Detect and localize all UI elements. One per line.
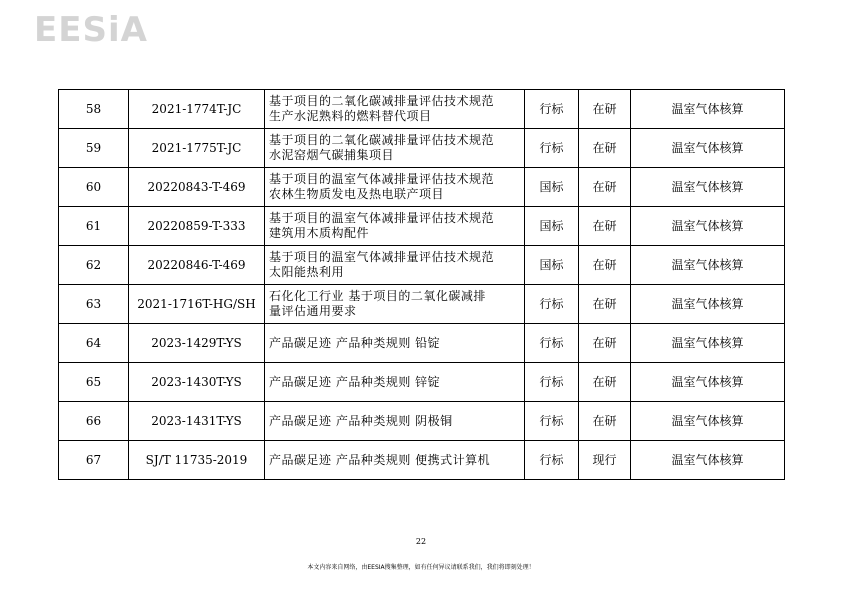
title-line: 石化化工行业 基于项目的二氧化碳减排: [269, 289, 486, 303]
standards-table: [58, 89, 785, 480]
table-row: [59, 363, 785, 402]
table-row: [59, 90, 785, 129]
title-line: 生产水泥熟料的燃料替代项目: [269, 109, 432, 123]
standard-category: 温室气体核算: [631, 207, 785, 246]
standard-title: [265, 168, 525, 207]
title-line: 建筑用木质构配件: [269, 226, 370, 240]
standard-status: 在研: [579, 129, 631, 168]
standard-type: 国标: [525, 168, 579, 207]
standard-code: 20220859-T-333: [129, 207, 265, 246]
standard-status: 在研: [579, 363, 631, 402]
standard-code: 2021-1775T-JC: [129, 129, 265, 168]
standard-category: 温室气体核算: [631, 363, 785, 402]
standard-category: 温室气体核算: [631, 129, 785, 168]
standard-category: 温室气体核算: [631, 285, 785, 324]
title-line: 水泥窑烟气碳捕集项目: [269, 148, 395, 162]
table-row: [59, 246, 785, 285]
table-row: [59, 324, 785, 363]
row-number: 65: [59, 363, 129, 402]
standard-type: 行标: [525, 363, 579, 402]
title-line: 产品碳足迹 产品种类规则 锌锭: [269, 374, 441, 389]
standard-status: 在研: [579, 324, 631, 363]
table-row: [59, 441, 785, 480]
title-line: 农林生物质发电及热电联产项目: [269, 187, 445, 201]
title-line: 产品碳足迹 产品种类规则 铅锭: [269, 335, 441, 350]
standard-title: [265, 402, 525, 441]
table-row: [59, 168, 785, 207]
standard-title: [265, 363, 525, 402]
standard-type: 行标: [525, 285, 579, 324]
row-number: 63: [59, 285, 129, 324]
standard-type: 行标: [525, 441, 579, 480]
title-line: 基于项目的温室气体减排量评估技术规范: [269, 172, 495, 186]
table-row: [59, 402, 785, 441]
row-number: 61: [59, 207, 129, 246]
standard-type: 行标: [525, 129, 579, 168]
standard-code: SJ/T 11735-2019: [129, 441, 265, 480]
title-line: 基于项目的温室气体减排量评估技术规范: [269, 211, 495, 225]
standard-category: 温室气体核算: [631, 90, 785, 129]
standard-category: 温室气体核算: [631, 324, 785, 363]
standard-type: 行标: [525, 324, 579, 363]
standard-type: 行标: [525, 402, 579, 441]
table-row: [59, 207, 785, 246]
row-number: 62: [59, 246, 129, 285]
row-number: 64: [59, 324, 129, 363]
table-row: [59, 285, 785, 324]
page-number: 22: [415, 537, 427, 546]
standard-title: [265, 90, 525, 129]
eesia-logo: EESiA: [34, 10, 148, 50]
standard-category: 温室气体核算: [631, 441, 785, 480]
standard-status: 在研: [579, 402, 631, 441]
standard-code: 2023-1429T-YS: [129, 324, 265, 363]
standard-status: 在研: [579, 90, 631, 129]
title-line: 量评估通用要求: [269, 304, 357, 318]
standard-title: [265, 207, 525, 246]
standard-title: [265, 285, 525, 324]
standard-title: [265, 324, 525, 363]
title-line: 基于项目的二氧化碳减排量评估技术规范: [269, 133, 495, 147]
standard-type: 国标: [525, 246, 579, 285]
standard-status: 在研: [579, 168, 631, 207]
row-number: 59: [59, 129, 129, 168]
standard-category: 温室气体核算: [631, 402, 785, 441]
standard-status: 现行: [579, 441, 631, 480]
standard-status: 在研: [579, 285, 631, 324]
standard-type: 行标: [525, 90, 579, 129]
row-number: 67: [59, 441, 129, 480]
table-row: [59, 129, 785, 168]
title-line: 产品碳足迹 产品种类规则 阴极铜: [269, 413, 453, 428]
standard-code: 2021-1774T-JC: [129, 90, 265, 129]
standard-code: 2021-1716T-HG/SH: [129, 285, 265, 324]
standard-status: 在研: [579, 246, 631, 285]
title-line: 太阳能热利用: [269, 265, 345, 279]
standard-code: 2023-1431T-YS: [129, 402, 265, 441]
standard-status: 在研: [579, 207, 631, 246]
title-line: 基于项目的二氧化碳减排量评估技术规范: [269, 94, 495, 108]
standard-title: [265, 441, 525, 480]
standard-category: 温室气体核算: [631, 168, 785, 207]
standard-title: [265, 246, 525, 285]
title-line: 产品碳足迹 产品种类规则 便携式计算机: [269, 452, 491, 467]
standard-code: 20220843-T-469: [129, 168, 265, 207]
standard-type: 国标: [525, 207, 579, 246]
standard-code: 2023-1430T-YS: [129, 363, 265, 402]
row-number: 58: [59, 90, 129, 129]
standard-category: 温室气体核算: [631, 246, 785, 285]
title-line: 基于项目的温室气体减排量评估技术规范: [269, 250, 495, 264]
footer-disclaimer: 本文内容来自网络，由EESIA搜集整理，如有任何异议请联系我们，我们将即刻处理！: [307, 564, 535, 571]
standard-code: 20220846-T-469: [129, 246, 265, 285]
row-number: 60: [59, 168, 129, 207]
row-number: 66: [59, 402, 129, 441]
standard-title: [265, 129, 525, 168]
